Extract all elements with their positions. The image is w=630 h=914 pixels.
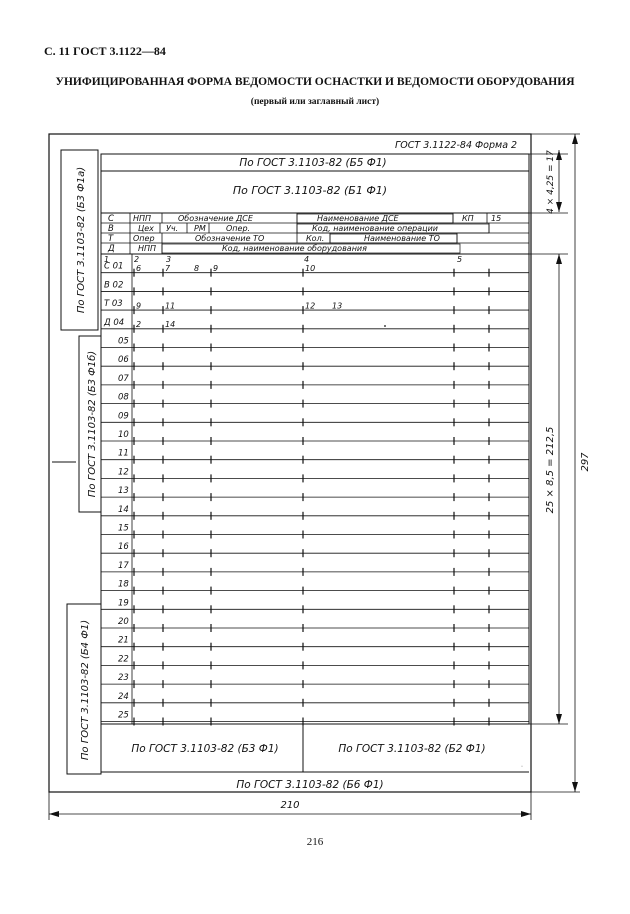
page-title: УНИФИЦИРОВАННАЯ ФОРМА ВЕДОМОСТИ ОСНАСТКИ И ВЕДОМОСТИ ОБОРУДОВАНИЯ xyxy=(55,76,575,88)
header-cell: КП xyxy=(462,214,474,223)
row-field-number: 11 xyxy=(165,301,176,311)
page-number: 216 xyxy=(306,836,324,848)
row-field-number: 9 xyxy=(213,264,219,273)
row-number: 22 xyxy=(118,654,129,665)
row-number: 19 xyxy=(118,598,129,609)
left-top-label: По ГОСТ 3.1103-82 (Б3 Ф1а) xyxy=(76,166,87,314)
row-number: 23 xyxy=(118,673,129,684)
header-rows xyxy=(101,213,529,254)
row-field-number: 6 xyxy=(136,264,142,273)
page-subtitle: (первый или заглавный лист) xyxy=(250,97,380,107)
column-number: 2 xyxy=(134,255,140,264)
row-number: 17 xyxy=(118,560,129,571)
header-code-С: С xyxy=(108,214,114,224)
column-number: 1 xyxy=(104,255,110,264)
row-label: С 01 xyxy=(104,261,124,272)
header-cell: 15 xyxy=(491,214,502,223)
row-number: 21 xyxy=(118,635,129,646)
mark-dot: · xyxy=(521,764,523,770)
header-cell: Опер xyxy=(133,234,155,243)
row-field-number: 12 xyxy=(305,301,316,311)
row-number: 05 xyxy=(118,336,129,347)
header-cell: Код, наименование оборудования xyxy=(222,244,367,253)
bottom-left-label: По ГОСТ 3.1103-82 (Б3 Ф1) xyxy=(131,743,279,755)
mark-dot xyxy=(384,325,386,327)
header-cell: Опер. xyxy=(226,224,251,233)
row-number: 10 xyxy=(118,430,129,440)
left-mid-label: По ГОСТ 3.1103-82 (Б3 Ф1б) xyxy=(87,350,98,498)
dim-width-label: 210 xyxy=(280,800,300,811)
main-block-label: По ГОСТ 3.1103-82 (Б1 Ф1) xyxy=(232,184,388,197)
left-bottom-label: По ГОСТ 3.1103-82 (Б4 Ф1) xyxy=(80,619,91,761)
header-cell: Уч. xyxy=(166,224,179,233)
row-number: 09 xyxy=(118,411,129,422)
row-number: 25 xyxy=(118,710,129,721)
row-label: В 02 xyxy=(104,280,124,291)
header-cell: НПП xyxy=(133,214,152,223)
row-field-number: 10 xyxy=(305,264,316,273)
row-field-number: 14 xyxy=(165,320,176,330)
row-field-number: 8 xyxy=(194,264,200,273)
header-code-Т: Т xyxy=(108,234,114,244)
column-number: 3 xyxy=(166,255,172,264)
row-number: 24 xyxy=(118,691,129,702)
header-code-В: В xyxy=(108,224,114,234)
column-number: 4 xyxy=(304,255,310,264)
row-field-number: 9 xyxy=(136,301,142,311)
row-number: 08 xyxy=(118,392,129,403)
dim-top-label: 4 × 4,25 = 17 xyxy=(546,150,556,214)
row-number: 16 xyxy=(118,542,129,553)
row-label: Д 04 xyxy=(104,317,125,328)
header-cell: Кол. xyxy=(306,234,325,243)
row-number: 07 xyxy=(118,373,129,384)
header-cell: Цех xyxy=(138,224,154,233)
header-cell: Обозначение ДСЕ xyxy=(178,214,253,223)
row-number: 20 xyxy=(118,617,129,627)
row-number: 06 xyxy=(118,355,129,366)
header-cell: РМ xyxy=(194,224,206,233)
header-cell: Наименование ДСЕ xyxy=(317,214,399,223)
row-number: 14 xyxy=(118,504,129,515)
row-number: 15 xyxy=(118,523,129,534)
top-block-label: По ГОСТ 3.1103-82 (Б5 Ф1) xyxy=(239,157,387,169)
corner-label: ГОСТ 3.1122-84 Форма 2 xyxy=(395,140,518,151)
header-cell: НПП xyxy=(138,244,157,253)
row-number: 11 xyxy=(118,448,129,459)
bottom-right-label: По ГОСТ 3.1103-82 (Б2 Ф1) xyxy=(338,743,486,755)
row-field-number: 7 xyxy=(165,264,171,273)
row-number: 12 xyxy=(118,467,129,478)
page-header: С. 11 ГОСТ 3.1122—84 xyxy=(44,44,166,58)
footer-block-label: По ГОСТ 3.1103-82 (Б6 Ф1) xyxy=(236,779,384,791)
row-number: 18 xyxy=(118,579,129,590)
data-rows xyxy=(101,254,529,726)
row-field-number: 13 xyxy=(332,301,343,311)
dim-total-label: 297 xyxy=(580,452,591,472)
row-number: 13 xyxy=(118,486,129,497)
header-cell: Наименование ТО xyxy=(364,234,440,243)
header-cell: Обозначение ТО xyxy=(195,234,265,243)
header-code-Д: Д xyxy=(108,244,115,254)
header-cell: Код, наименование операции xyxy=(312,224,438,233)
column-number: 5 xyxy=(457,255,463,264)
row-label: Т 03 xyxy=(104,299,123,310)
row-field-number: 2 xyxy=(136,320,142,330)
dim-mid-label: 25 × 8,5 = 212,5 xyxy=(545,426,556,514)
